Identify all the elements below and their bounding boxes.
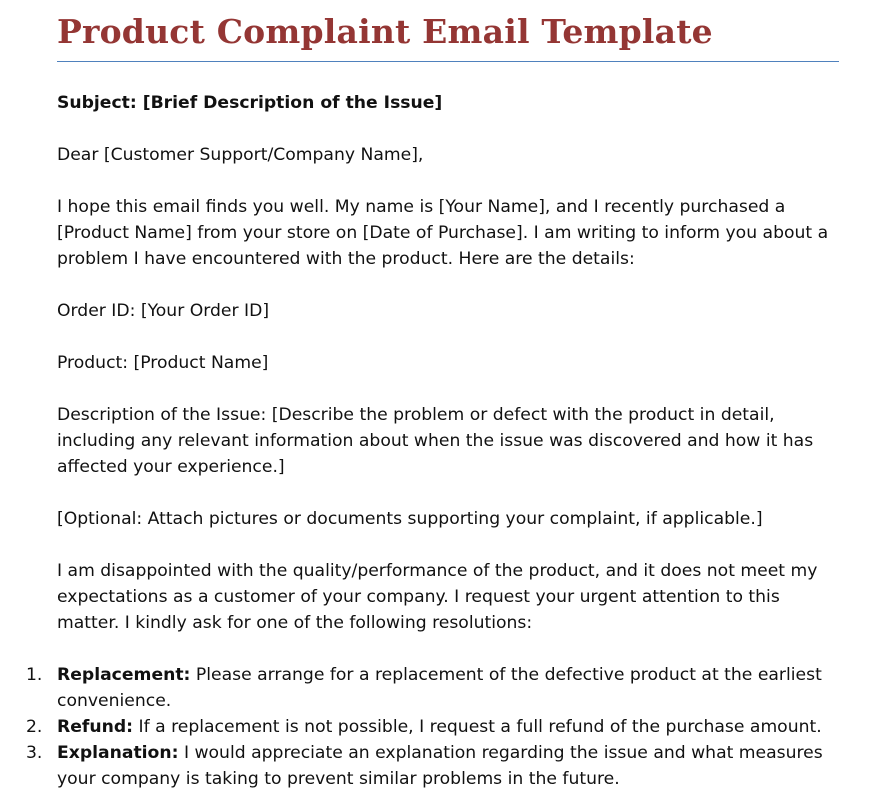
- list-item: [26, 662, 847, 714]
- list-number: 1.: [26, 665, 43, 685]
- optional-attachment-note: [Optional: Attach pictures or documents supporting your complaint, if applicable.]: [57, 509, 763, 529]
- list-number: 3.: [26, 743, 43, 763]
- email-intro: I hope this email finds you well. My name is [Your Name], and I recently purchased a [Product Name] from your store on [Date of Purchase]. I am writing to inform you about a problem I have encountered with the product. Here are the details:: [57, 197, 829, 269]
- email-subject: Subject: [Brief Description of the Issue]: [57, 93, 443, 113]
- resolution-text: I would appreciate an explanation regarding the issue and what measures your company is taking to prevent similar problems in the future.: [57, 743, 823, 789]
- resolution-lead: Refund:: [57, 717, 134, 737]
- list-item: [26, 714, 847, 740]
- document-title: Product Complaint Email Template: [57, 12, 713, 51]
- issue-description: Description of the Issue: [Describe the problem or defect with the product in detail, including any relevant information about when the issue was discovered and how it has affected your experience.]: [57, 405, 814, 477]
- disappointment-paragraph: I am disappointed with the quality/performance of the product, and it does not meet my expectations as a customer of your company. I request your urgent attention to this matter. I kindly ask for one of the following resolutions:: [57, 561, 818, 633]
- resolution-text: Please arrange for a replacement of the defective product at the earliest convenience.: [57, 665, 822, 711]
- email-greeting: Dear [Customer Support/Company Name],: [57, 145, 424, 165]
- title-divider: [57, 61, 839, 62]
- email-body: [26, 90, 847, 792]
- resolutions-list: [26, 662, 847, 792]
- list-item: [26, 740, 847, 792]
- resolution-lead: Replacement:: [57, 665, 191, 685]
- resolution-text: If a replacement is not possible, I request a full refund of the purchase amount.: [133, 717, 822, 737]
- resolution-lead: Explanation:: [57, 743, 179, 763]
- product-line: Product: [Product Name]: [57, 353, 269, 373]
- order-id-line: Order ID: [Your Order ID]: [57, 301, 270, 321]
- list-number: 2.: [26, 717, 43, 737]
